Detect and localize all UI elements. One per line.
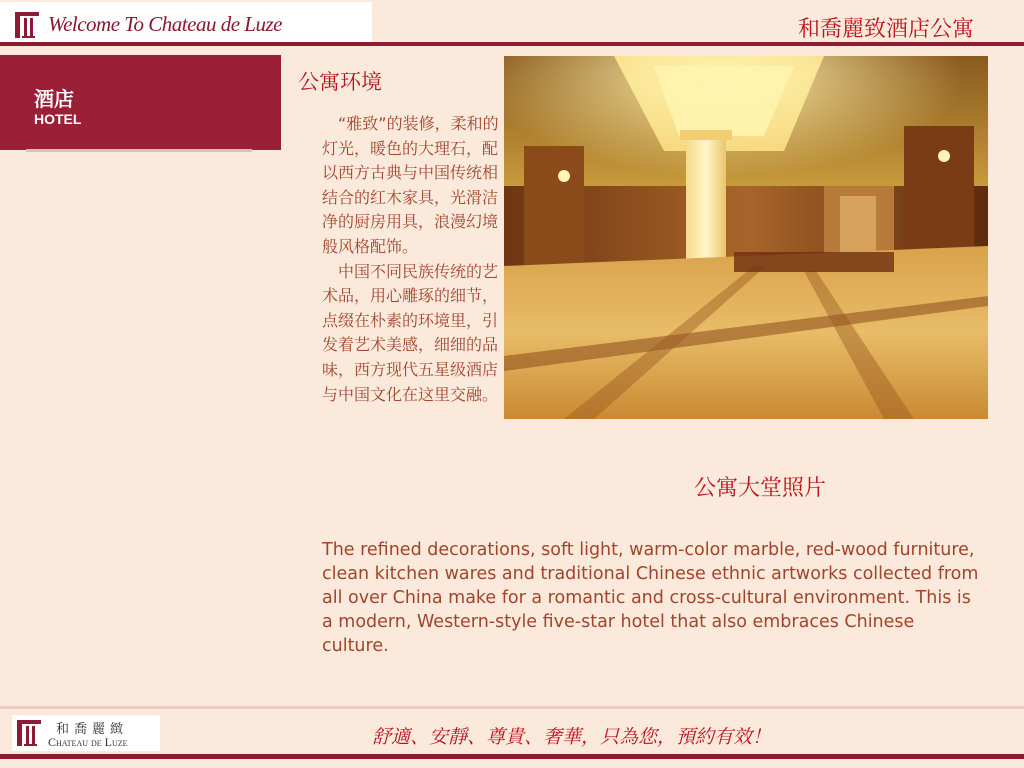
footer-divider-top (0, 706, 1024, 709)
footer-logo (12, 715, 160, 751)
logo-text: Welcome To Chateau de Luze (48, 12, 282, 36)
sidebar-item-label-en: HOTEL (34, 111, 82, 127)
footer-logo-cn: 和喬麗緻 (56, 722, 129, 737)
footer-slogan: 舒適、安靜、尊貴、奢華，只為您，預約有效！ (372, 726, 772, 748)
footer-column-logo-icon (16, 719, 42, 747)
chinese-description (322, 112, 504, 407)
sidebar-item-hotel[interactable] (0, 55, 281, 150)
english-description: The refined decorations, soft light, warm-color marble, red-wood furniture, clean kitchen wares and traditional Chinese ethnic artworks collected from all over China make for a romantic and cross-cultural environment. This is a modern, Western-style five-star hotel that also embraces Chinese culture. (322, 540, 979, 656)
header-logo (0, 2, 372, 42)
photo-caption: 公寓大堂照片 (694, 476, 827, 501)
column-logo-icon (14, 11, 40, 39)
header (0, 0, 1024, 44)
footer-divider-bottom (0, 754, 1024, 759)
section-title: 公寓环境 (298, 70, 382, 94)
footer-logo-en: Chateau de Luze (48, 735, 128, 749)
page-title: 和喬麗致酒店公寓 (797, 17, 974, 42)
sidebar-divider (26, 149, 252, 152)
lobby-photo-image (504, 56, 988, 419)
sidebar-item-label-cn: 酒店 (34, 87, 74, 111)
lobby-photo (504, 56, 988, 419)
header-divider (0, 42, 1024, 46)
chinese-paragraph-1: “雅致”的装修，柔和的灯光，暖色的大理石，配以西方古典与中国传统相结合的红木家具，光滑洁净的厨房用具，浪漫幻境般风格配饰。 (322, 114, 499, 256)
chinese-paragraph-2: 中国不同民族传统的艺术品，用心雕琢的细节，点缀在朴素的环境里，引发着艺术美感，细细的品味，西方现代五星级酒店与中国文化在这里交融。 (322, 261, 499, 404)
